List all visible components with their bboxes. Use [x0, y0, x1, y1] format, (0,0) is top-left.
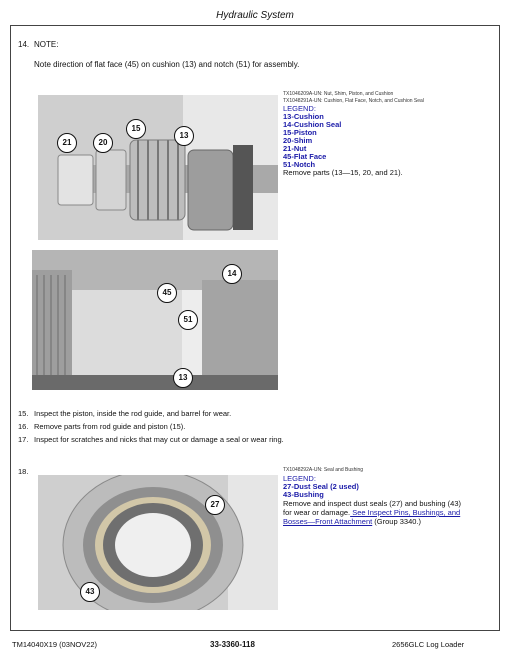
step18-line-3	[283, 517, 473, 526]
step-17-number: 17.	[18, 435, 29, 444]
step18-line-2-text: for wear or damage.	[283, 508, 351, 517]
step-15-number: 15.	[18, 409, 29, 418]
photo-seal-and-bushing	[38, 475, 278, 610]
inspect-pins-link-part2[interactable]: Bosses—Front Attachment	[283, 517, 373, 526]
step-14-number: 14.	[18, 40, 30, 49]
callout-51: 51	[178, 310, 198, 330]
callout-45: 45	[157, 283, 177, 303]
step-15-text: Inspect the piston, inside the rod guide, and barrel for wear.	[34, 409, 232, 418]
photo-nut-shim-piston-cushion	[38, 95, 278, 240]
callout-27: 27	[205, 495, 225, 515]
callout-14: 14	[222, 264, 242, 284]
step-16-number: 16.	[18, 422, 29, 431]
legend-item-13: 13-Cushion	[283, 112, 324, 121]
step-14-note: Note direction of flat face (45) on cushion (13) and notch (51) for assembly.	[34, 60, 300, 69]
legend-item-27: 27-Dust Seal (2 used)	[283, 482, 359, 491]
footer-model: 2656GLC Log Loader	[392, 640, 465, 649]
step-14-label: NOTE:	[34, 40, 59, 49]
header-rule	[10, 25, 500, 26]
step18-legend-title: LEGEND:	[283, 474, 316, 483]
legend-item-20: 20-Shim	[283, 136, 313, 145]
step18-instructions	[283, 499, 473, 526]
step-17-text: Inspect for scratches and nicks that may cut or damage a seal or wear ring.	[34, 435, 284, 444]
inspect-pins-link-part1[interactable]: See Inspect Pins, Bushings, and	[350, 508, 461, 517]
callout-13-top: 13	[174, 126, 194, 146]
figure1-legend-title: LEGEND:	[283, 104, 316, 113]
footer-page-number: 33-3360-118	[210, 640, 255, 649]
step-16-text: Remove parts from rod guide and piston (15).	[34, 422, 186, 431]
callout-21: 21	[57, 133, 77, 153]
callout-43: 43	[80, 582, 100, 602]
figure1-caption-a: TX1046209A-UN: Nut, Shim, Piston, and Cushion	[283, 91, 394, 97]
page-header: Hydraulic System	[216, 10, 294, 21]
callout-20: 20	[93, 133, 113, 153]
footer-rule	[10, 630, 500, 631]
step-18-number: 18.	[18, 467, 29, 476]
legend-item-43: 43-Bushing	[283, 490, 324, 499]
legend-item-14: 14-Cushion Seal	[283, 120, 342, 129]
step18-line-2	[283, 508, 473, 517]
footer-doc-id: TM14040X19 (03NOV22)	[12, 640, 98, 649]
photo-illustration-top	[38, 95, 278, 240]
photo-illustration-seal	[38, 475, 278, 610]
left-border	[10, 26, 11, 630]
figure1-caption-b: TX1048291A-UN: Cushion, Flat Face, Notch, and Cushion Seal	[283, 98, 424, 104]
step18-caption: TX1048292A-UN: Seal and Bushing	[283, 467, 364, 473]
legend-item-45: 45-Flat Face	[283, 152, 327, 161]
legend-item-21: 21-Nut	[283, 144, 307, 153]
step18-line-1: Remove and inspect dust seals (27) and bushing (43)	[283, 499, 462, 508]
legend-item-15: 15-Piston	[283, 128, 317, 137]
step18-group-ref: (Group 3340.)	[372, 517, 421, 526]
figure1-remove-text: Remove parts (13—15, 20, and 21).	[283, 168, 403, 177]
callout-13-bottom: 13	[173, 368, 193, 388]
legend-item-51: 51-Notch	[283, 160, 316, 169]
callout-15: 15	[126, 119, 146, 139]
right-border	[499, 26, 500, 630]
